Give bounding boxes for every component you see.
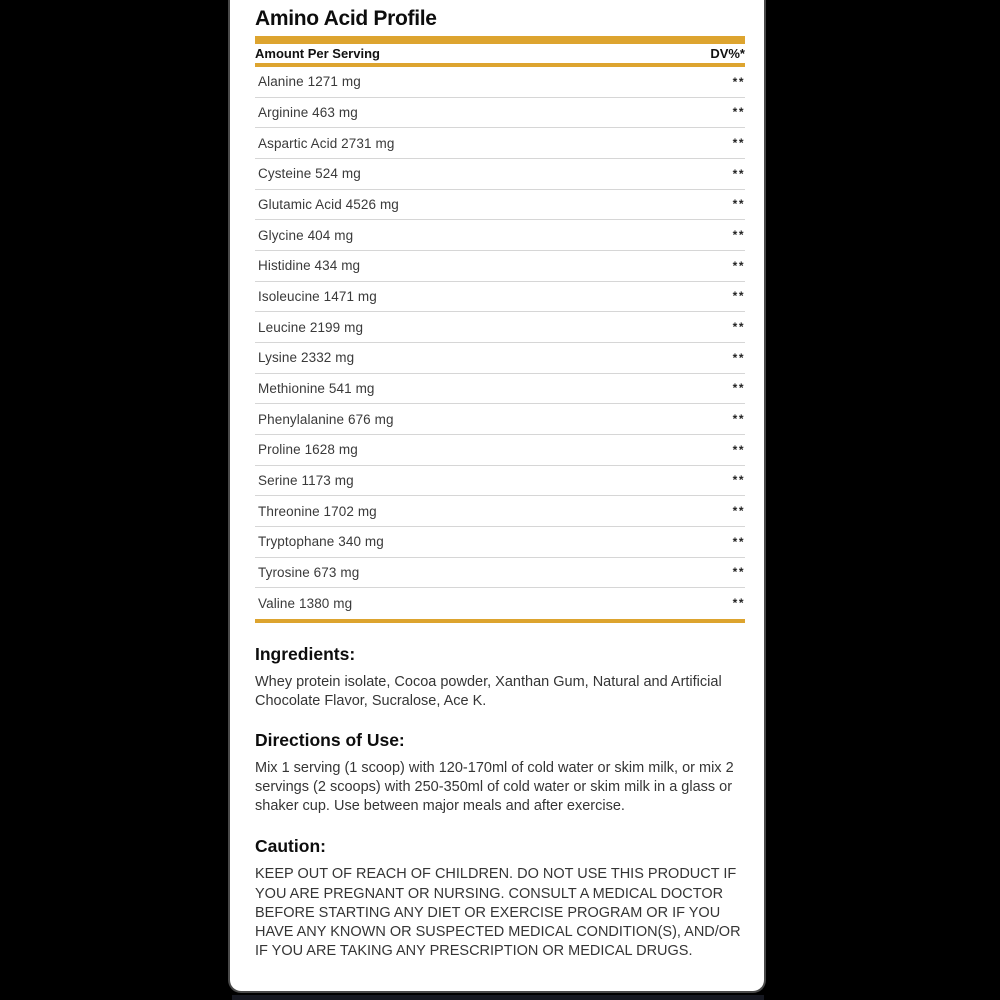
amino-name-amount: Phenylalanine 676 mg — [258, 411, 394, 427]
amino-dv-value: ** — [732, 596, 745, 611]
table-row — [255, 435, 745, 466]
directions-text: Mix 1 serving (1 scoop) with 120-170ml of cold water or skim milk, or mix 2 servings (2 scoops) with 250-350ml of cold water or skim milk in a glass or shaker cup. Use between major meals and after exercise. — [255, 760, 734, 815]
amino-dv-value: ** — [732, 74, 745, 89]
amino-name-amount: Cysteine 524 mg — [258, 166, 361, 182]
amino-name-amount: Glycine 404 mg — [258, 227, 354, 243]
table-row — [255, 312, 745, 343]
table-row — [255, 128, 745, 159]
amino-name-amount: Lysine 2332 mg — [258, 350, 355, 366]
amino-name-amount: Aspartic Acid 2731 mg — [258, 135, 395, 151]
table-row — [255, 343, 745, 374]
amino-name-amount: Arginine 463 mg — [258, 104, 358, 120]
amino-name-amount: Threonine 1702 mg — [258, 503, 377, 519]
accent-bar-bottom — [255, 619, 745, 623]
amino-dv-value: ** — [732, 136, 745, 151]
amino-dv-value: ** — [732, 105, 745, 120]
table-header-amount: Amount Per Serving — [255, 46, 380, 61]
amino-dv-value: ** — [732, 473, 745, 488]
table-row — [255, 251, 745, 282]
table-header-row — [255, 44, 745, 63]
amino-dv-value: ** — [732, 412, 745, 427]
amino-name-amount: Glutamic Acid 4526 mg — [258, 196, 399, 212]
caution-heading: Caution: — [255, 836, 326, 857]
amino-name-amount: Methionine 541 mg — [258, 380, 375, 396]
table-row — [255, 466, 745, 497]
amino-name-amount: Leucine 2199 mg — [258, 319, 364, 335]
table-row — [255, 404, 745, 435]
table-row — [255, 67, 745, 98]
caution-text: KEEP OUT OF REACH OF CHILDREN. DO NOT USE THIS PRODUCT IF YOU ARE PREGNANT OR NURSING. CONSULT A MEDICAL DOCTOR BEFORE STARTING ANY DIET OR EXERCISE PROGRAM OR IF YOU HAVE ANY KNOWN OR SUSPECTED MEDICAL CONDITION(S), AND/OR IF YOU ARE TAKING ANY PRESCRIPTION OR MEDICAL DRUGS. — [255, 866, 741, 959]
amino-name-amount: Serine 1173 mg — [258, 472, 354, 488]
amino-name-amount: Valine 1380 mg — [258, 595, 353, 611]
amino-dv-value: ** — [732, 504, 745, 519]
amino-dv-value: ** — [732, 228, 745, 243]
amino-name-amount: Tryptophane 340 mg — [258, 534, 384, 550]
amino-dv-value: ** — [732, 442, 745, 457]
table-row — [255, 588, 745, 619]
table-row — [255, 558, 745, 589]
directions-section — [255, 730, 745, 816]
amino-name-amount: Alanine 1271 mg — [258, 74, 361, 90]
amino-dv-value: ** — [732, 381, 745, 396]
table-row — [255, 496, 745, 527]
amino-dv-value: ** — [732, 289, 745, 304]
amino-name-amount: Tyrosine 673 mg — [258, 564, 360, 580]
accent-bar-top — [255, 36, 745, 44]
amino-acid-table — [255, 67, 745, 619]
table-row — [255, 527, 745, 558]
amino-dv-value: ** — [732, 258, 745, 273]
ingredients-section — [255, 644, 745, 711]
table-row — [255, 98, 745, 129]
supplement-label-card — [228, 0, 766, 993]
amino-dv-value: ** — [732, 197, 745, 212]
table-row — [255, 374, 745, 405]
amino-dv-value: ** — [732, 320, 745, 335]
caution-section — [255, 836, 745, 961]
amino-name-amount: Isoleucine 1471 mg — [258, 288, 377, 304]
directions-heading: Directions of Use: — [255, 730, 405, 751]
amino-name-amount: Proline 1628 mg — [258, 442, 358, 458]
amino-dv-value: ** — [732, 166, 745, 181]
table-row — [255, 190, 745, 221]
table-row — [255, 159, 745, 190]
ingredients-text: Whey protein isolate, Cocoa powder, Xanthan Gum, Natural and Artificial Chocolate Flavor, Sucralose, Ace K. — [255, 673, 722, 709]
next-card-top-edge — [232, 995, 764, 1000]
amino-dv-value: ** — [732, 350, 745, 365]
page-title: Amino Acid Profile — [255, 7, 437, 30]
amino-dv-value: ** — [732, 534, 745, 549]
amino-dv-value: ** — [732, 565, 745, 580]
table-row — [255, 282, 745, 313]
amino-name-amount: Histidine 434 mg — [258, 258, 361, 274]
ingredients-heading: Ingredients: — [255, 643, 356, 664]
table-header-dv: DV%* — [710, 46, 745, 61]
table-row — [255, 220, 745, 251]
